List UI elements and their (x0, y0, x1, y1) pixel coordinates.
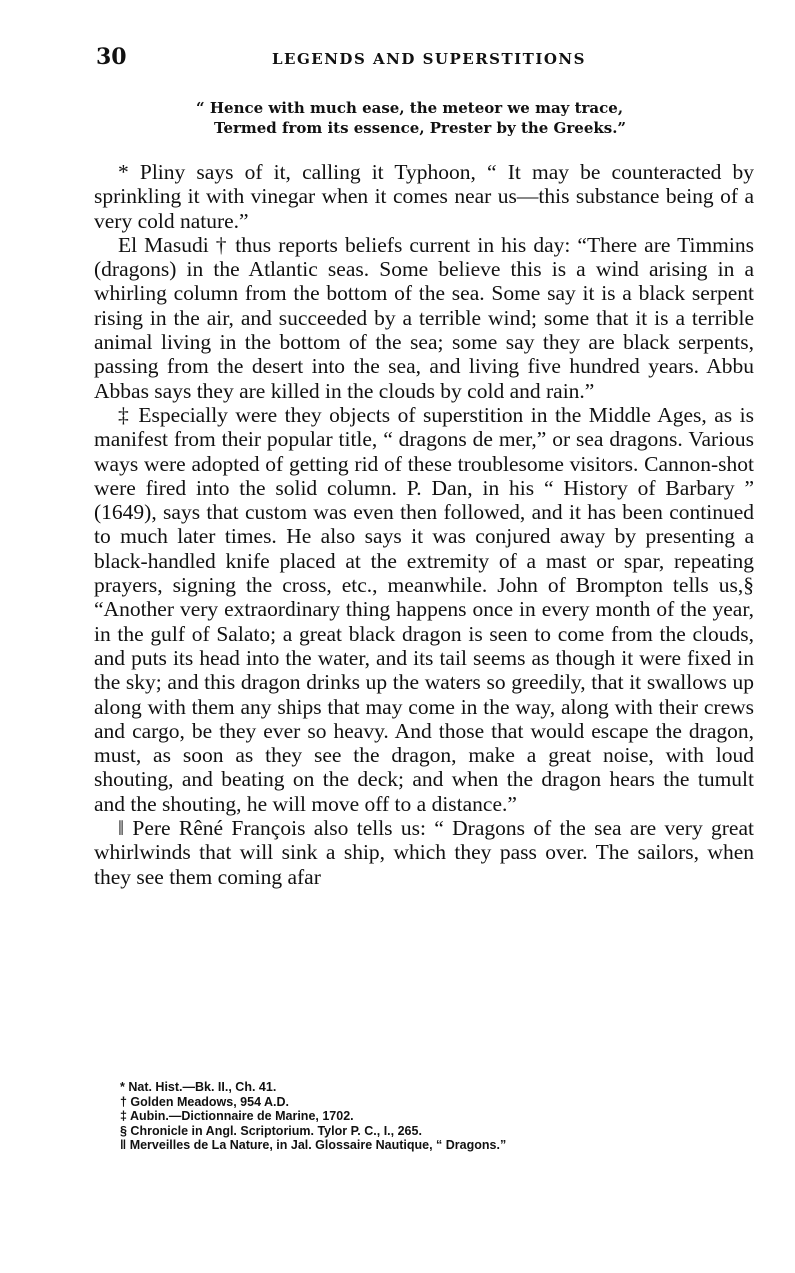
epigraph-line-1: “ Hence with much ease, the meteor we may trace, (196, 99, 624, 117)
footnote: ‡ Aubin.—Dictionnaire de Marine, 1702. (120, 1109, 354, 1123)
paragraph-middle-ages: ‡ Especially were they objects of superstition in the Middle Ages, as is manifest from their popular title, “ dragons de mer,” or sea dragons. Various ways were adopted of getting rid of these troublesome visitors. Cannon-shot were fired into the solid column. P. Dan, in his “ History of Barbary ” (1649), says that custom was even then followed, and it has been continued to much later times. He also says it was conjured away by presenting a black-handled knife placed at the extremity of a mast or spar, repeating prayers, signing the cross, etc., meanwhile. John of Brompton tells us,§ “Another very extraordinary thing happens once in every month of the year, in the gulf of Salato; a great black dragon is seen to come from the clouds, and puts its head into the water, and its tail seems as though it were fixed in the sky; and this dragon drinks up the waters so greedily, that it swallows up along with them any ships that may come in the way, along with their crews and cargo, be they ever so heavy. And those that would escape the dragon, must, as soon as they see the dragon, make a great noise, with loud shouting, and beating on the deck; and when the dragon hears the tumult and the shouting, he will move off to a distance.” (94, 402, 754, 816)
footnote: * Nat. Hist.—Bk. II., Ch. 41. (120, 1080, 277, 1094)
paragraph-pere-rene: ‖ Pere Rêné François also tells us: “ Dragons of the sea are very great whirlwinds that will sink a ship, which they pass over. The sailors, when they see them coming afar (94, 816, 754, 889)
body-text (94, 160, 754, 889)
epigraph (196, 98, 626, 138)
running-title: LEGENDS AND SUPERSTITIONS (272, 50, 586, 68)
footnotes (120, 1080, 740, 1153)
footnote: ‖ Merveilles de La Nature, in Jal. Glossaire Nautique, “ Dragons.” (120, 1138, 507, 1152)
footnote: † Golden Meadows, 954 A.D. (120, 1094, 290, 1109)
epigraph-line-2: Termed from its essence, Prester by the Greeks.” (214, 119, 627, 137)
page-header (96, 44, 756, 74)
paragraph-masudi: El Masudi † thus reports beliefs current in his day: “There are Timmins (dragons) in the Atlantic seas. Some believe this is a wind arising in a whirling column from the bottom of the sea. Some say it is a black serpent rising in the air, and succeeded by a terrible wind; some that it is a terrible animal living in the bottom of the sea; some say they are black serpents, passing from the desert into the sea, and living five hundred years. Abbu Abbas says they are killed in the clouds by cold and rain.” (94, 232, 754, 403)
page-number: 30 (96, 44, 127, 70)
paragraph-pliny: * Pliny says of it, calling it Typhoon, “ It may be counteracted by sprinkling it with vinegar when it comes near us—this substance being of a very cold nature.” (94, 160, 754, 233)
footnote: § Chronicle in Angl. Scriptorium. Tylor P. C., I., 265. (120, 1123, 422, 1138)
